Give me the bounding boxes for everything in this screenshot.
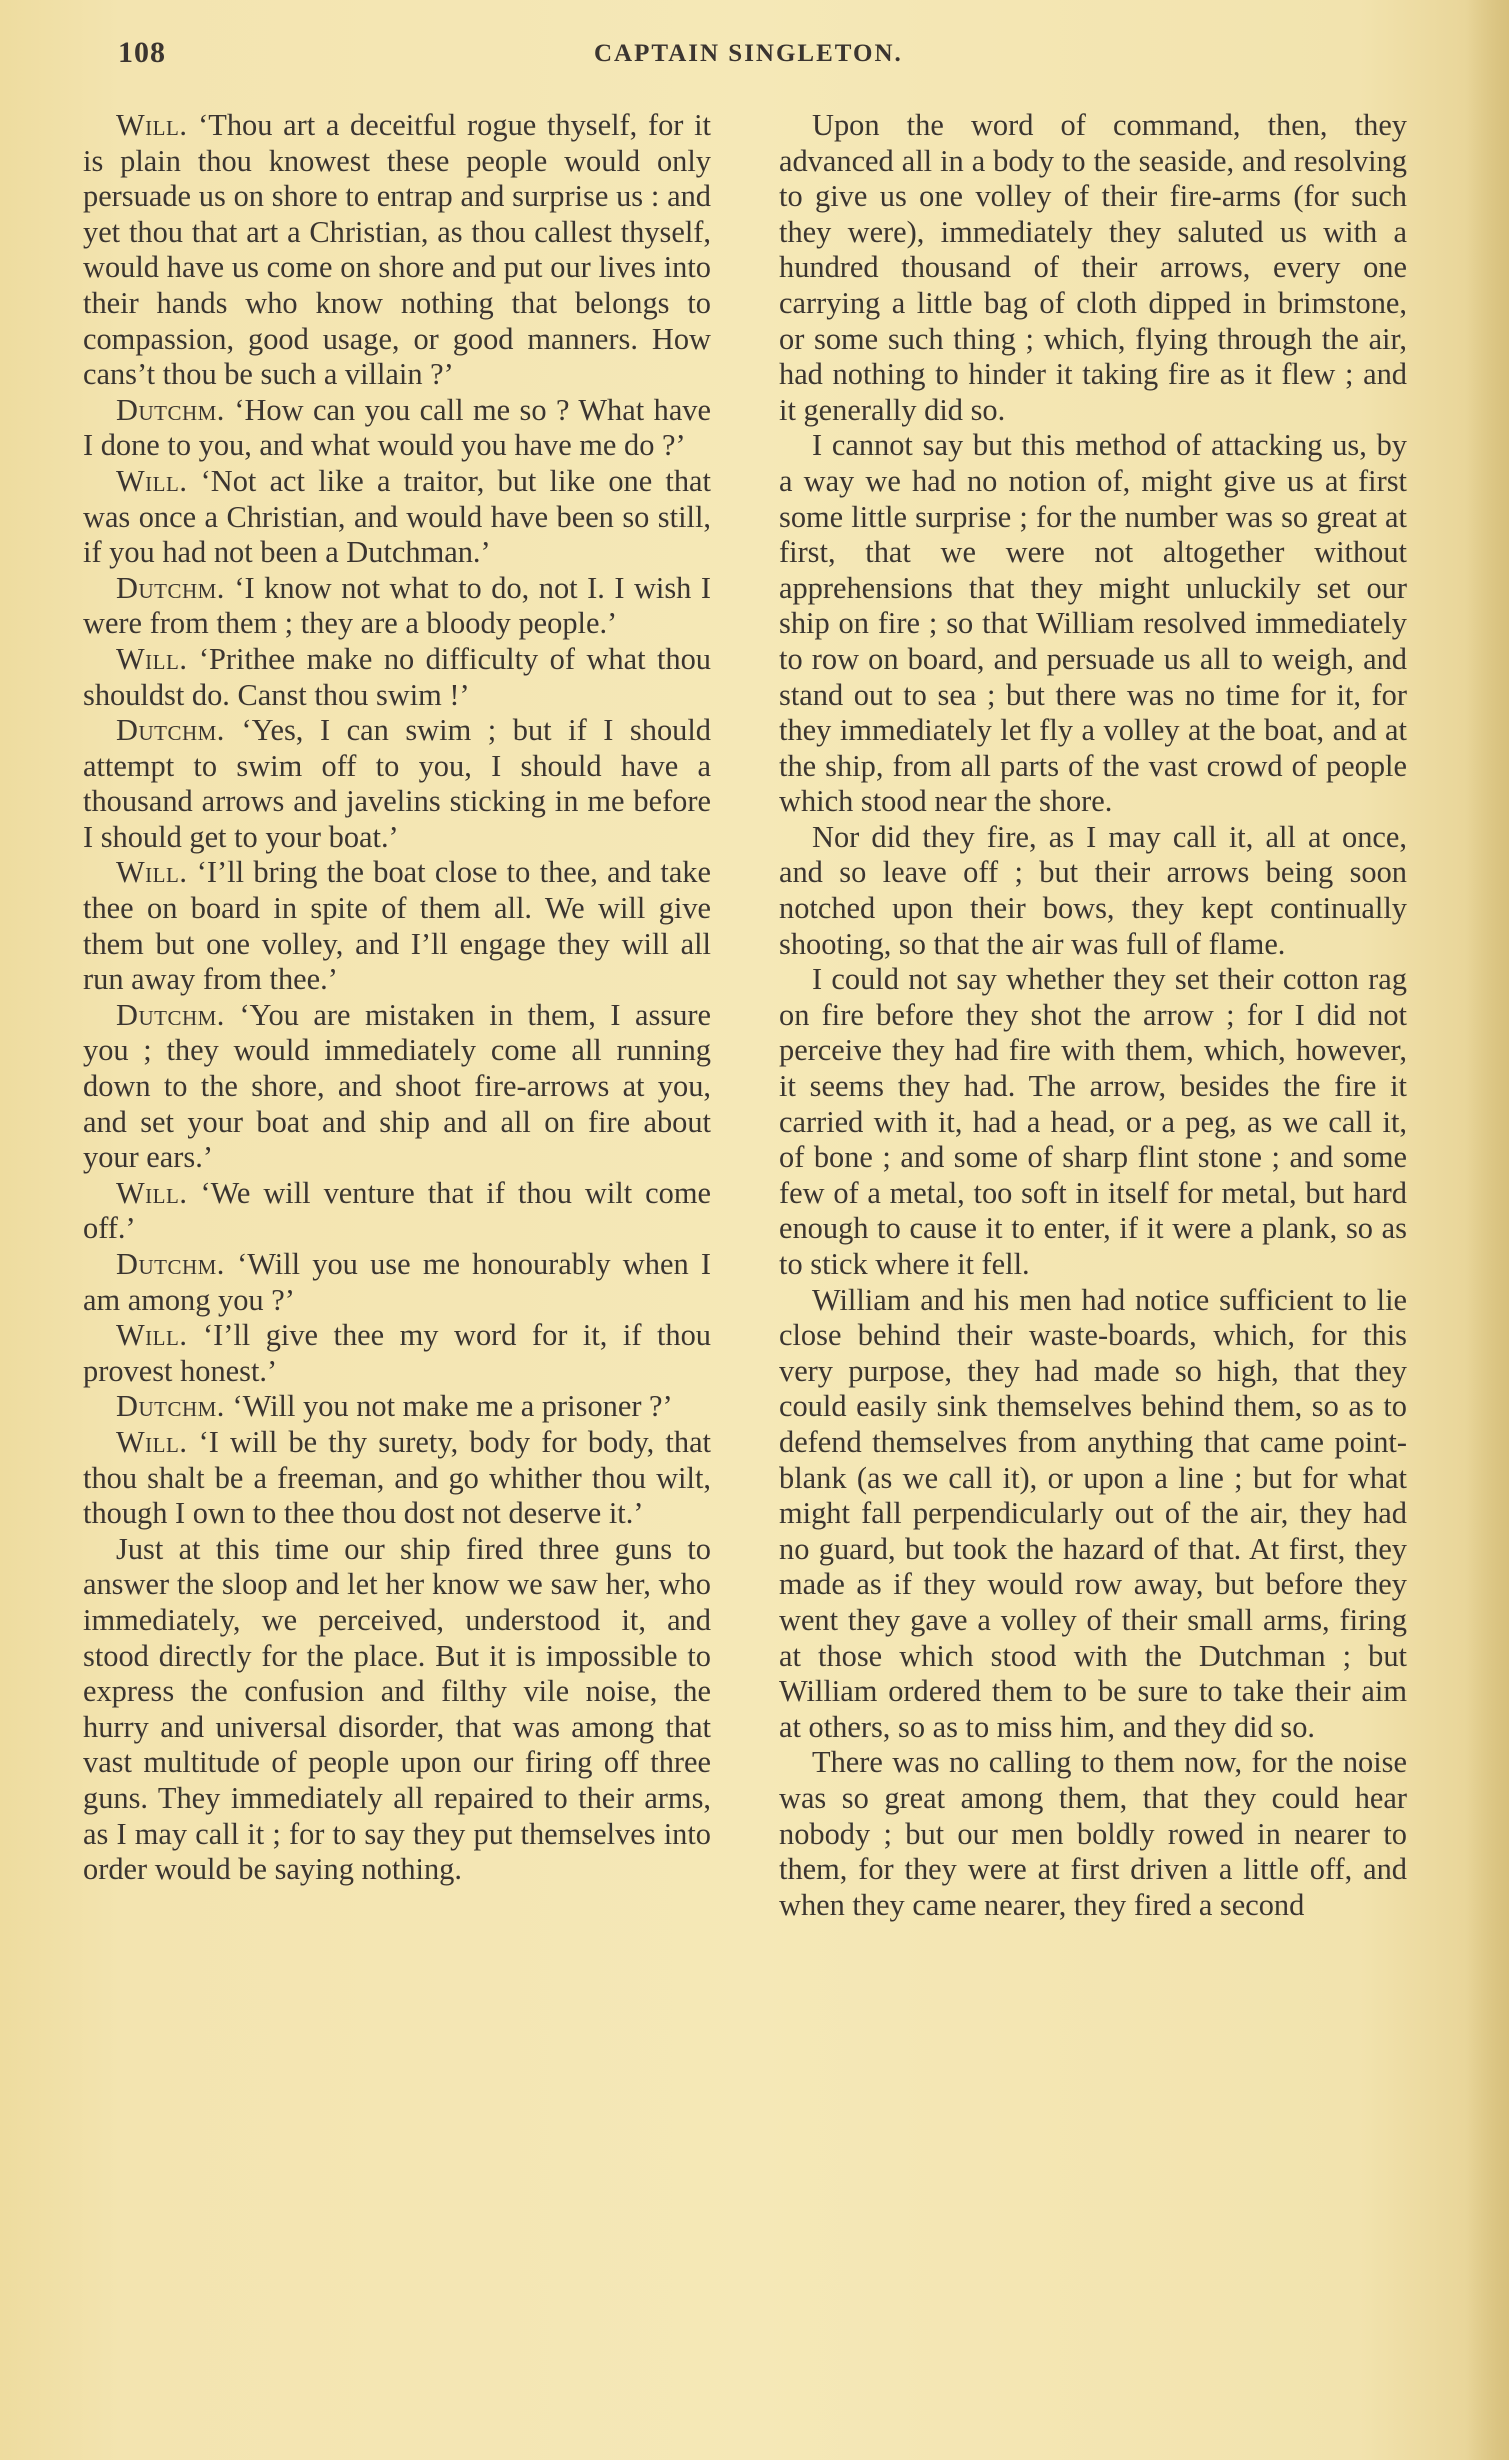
running-title: CAPTAIN SINGLETON. — [594, 40, 903, 67]
paragraph — [779, 820, 1407, 962]
paragraph — [83, 1425, 711, 1532]
paragraph-text: ‘Not act like a traitor, but like one that was once a Christian, and would have been so still, if you had not been a Dutchman.’ — [83, 463, 711, 570]
paragraph — [83, 1532, 711, 1888]
paragraph-text: Nor did they fire, as I may call it, all at once, and so leave off ; but their arrows being soon notched upon their bows, they kept continually shooting, so that the air was full of flame. — [779, 819, 1407, 961]
speaker-label: Dutchm. — [116, 570, 225, 605]
paragraph-text: ‘Yes, I can swim ; but if I should attempt to swim off to you, I should have a thousand arrows and javelins sticking in me before I should get to your boat.’ — [83, 713, 711, 854]
paragraph-text: ‘How can you call me so ? What have I done to you, and what would you have me do ?’ — [83, 392, 711, 463]
paragraph-text: Upon the word of command, then, they advanced all in a body to the seaside, and resolving to give us one volley of their fire-arms (for such they were), immediately they saluted us with a hundred thousand of their arrows, every one carrying a little bag of cloth dipped in brimstone, or some such thing ; which, flying through the air, had nothing to hinder it taking fire as it flew ; and it generally did so. — [779, 108, 1407, 427]
paragraph — [83, 998, 711, 1176]
speaker-label: Will. — [116, 1424, 188, 1459]
paragraph-text: ‘Thou art a deceitful rogue thyself, for it is plain thou knowest these people would only persuade us on shore to entrap and surprise us : and yet thou that art a Christian, as thou callest thyself, would have us come on shore and put our lives into their hands who know nothing that belongs to compassion, good usage, or good manners. How cans’t thou be such a villain ?’ — [83, 108, 711, 392]
paragraph — [779, 962, 1407, 1282]
speaker-label: Dutchm. — [116, 713, 225, 748]
speaker-label: Dutchm. — [116, 392, 225, 427]
paragraph-text: ‘Will you not make me a prisoner ?’ — [232, 1389, 673, 1424]
paragraph — [83, 1389, 711, 1425]
speaker-label: Dutchm. — [116, 1389, 225, 1424]
page-edge-shading — [1467, 0, 1509, 2460]
speaker-label: Will. — [116, 1175, 188, 1210]
paragraph — [83, 855, 711, 997]
paragraph — [83, 571, 711, 642]
paragraph-text: I could not say whether they set their cotton rag on fire before they shot the arrow ; for I did not perceive they had fire with them, which, however, it seems they had. The arrow, besides the fire it carried with it, had a head, or a peg, as we call it, of bone ; and some of sharp flint stone ; and some few of a metal, too soft in itself for metal, but hard enough to cause it to enter, if it were a plank, so as to stick where it fell. — [779, 962, 1407, 1281]
paragraph — [83, 464, 711, 571]
paragraph — [779, 1745, 1407, 1923]
paragraph-text: ‘Will you use me honourably when I am among you ?’ — [83, 1247, 711, 1317]
paragraph-text: William and his men had notice sufficient to lie close behind their waste-boards, which, for this very purpose, they had made so high, that they could easily sink themselves behind them, so as to defend themselves from anything that came point-blank (as we call it), or upon a line ; but for what might fall perpendicularly out of the air, they had no guard, but took the hazard of that. At first, they made as if they would row away, but before they went they gave a volley of their small arms, firing at those which stood with the Dutchman ; but William ordered them to be sure to take their aim at others, so as to miss him, and they did so. — [779, 1282, 1407, 1744]
paragraph — [83, 1176, 711, 1247]
left-text-column — [83, 108, 711, 1888]
speaker-label: Will. — [116, 463, 188, 498]
paragraph — [83, 1318, 711, 1389]
paragraph — [779, 108, 1407, 428]
right-text-column — [779, 108, 1407, 1923]
paragraph — [779, 428, 1407, 820]
speaker-label: Dutchm. — [116, 1247, 225, 1281]
paragraph-text: Just at this time our ship fired three guns to answer the sloop and let her know we saw her, who immediately, we perceived, understood it, and stood directly for the place. But it is impossible to express the confusion and filthy vile noise, the hurry and universal disorder, that was among that vast multitude of people upon our firing off three guns. They immediately all repaired to their arms, as I may call it ; for to say they put themselves into order would be saying nothing. — [83, 1531, 711, 1887]
speaker-label: Will. — [116, 641, 188, 676]
paragraph-text: ‘I’ll bring the boat close to thee, and take thee on board in spite of them all. We will give them but one volley, and I’ll engage they will all run away from thee.’ — [83, 855, 711, 997]
paragraph — [83, 642, 711, 713]
speaker-label: Dutchm. — [116, 997, 225, 1032]
paragraph-text: ‘We will venture that if thou wilt come off.’ — [83, 1175, 711, 1246]
speaker-label: Will. — [116, 1318, 188, 1353]
speaker-label: Will. — [116, 855, 188, 890]
paragraph-text: ‘You are mistaken in them, I assure you ; they would immediately come all running down to the shore, and shoot fire-arrows at you, and set your boat and ship and all on fire about your ears.’ — [83, 997, 711, 1175]
paragraph — [83, 393, 711, 464]
paragraph-text: I cannot say but this method of attacking us, by a way we had no notion of, might give us at first some little surprise ; for the number was so great at first, that we were not altogether without apprehensions that they might unluckily set our ship on fire ; so that William resolved immediately to row on board, and persuade us all to weigh, and stand out to sea ; but there was no time for it, for they immediately let fly a volley at the boat, and at the ship, from all parts of the vast crowd of people which stood near the shore. — [779, 428, 1407, 819]
paragraph — [83, 713, 711, 855]
paragraph-text: There was no calling to them now, for the noise was so great among them, that they could hear nobody ; but our men boldly rowed in nearer to them, for they were at first driven a little off, and when they came nearer, they fired a second — [779, 1745, 1407, 1922]
paragraph — [83, 1247, 711, 1318]
paragraph — [779, 1283, 1407, 1746]
paragraph-text: ‘Prithee make no difficulty of what thou shouldst do. Canst thou swim !’ — [83, 641, 711, 712]
page-number: 108 — [118, 36, 166, 69]
paragraph — [83, 108, 711, 393]
paragraph-text: ‘I will be thy surety, body for body, that thou shalt be a freeman, and go whither thou wilt, though I own to thee thou dost not deserve it.’ — [83, 1424, 711, 1531]
paragraph-text: ‘I know not what to do, not I. I wish I were from them ; they are a bloody people.’ — [83, 570, 711, 641]
page-header — [118, 36, 1418, 80]
speaker-label: Will. — [116, 108, 188, 142]
paragraph-text: ‘I’ll give thee my word for it, if thou provest honest.’ — [83, 1318, 711, 1388]
